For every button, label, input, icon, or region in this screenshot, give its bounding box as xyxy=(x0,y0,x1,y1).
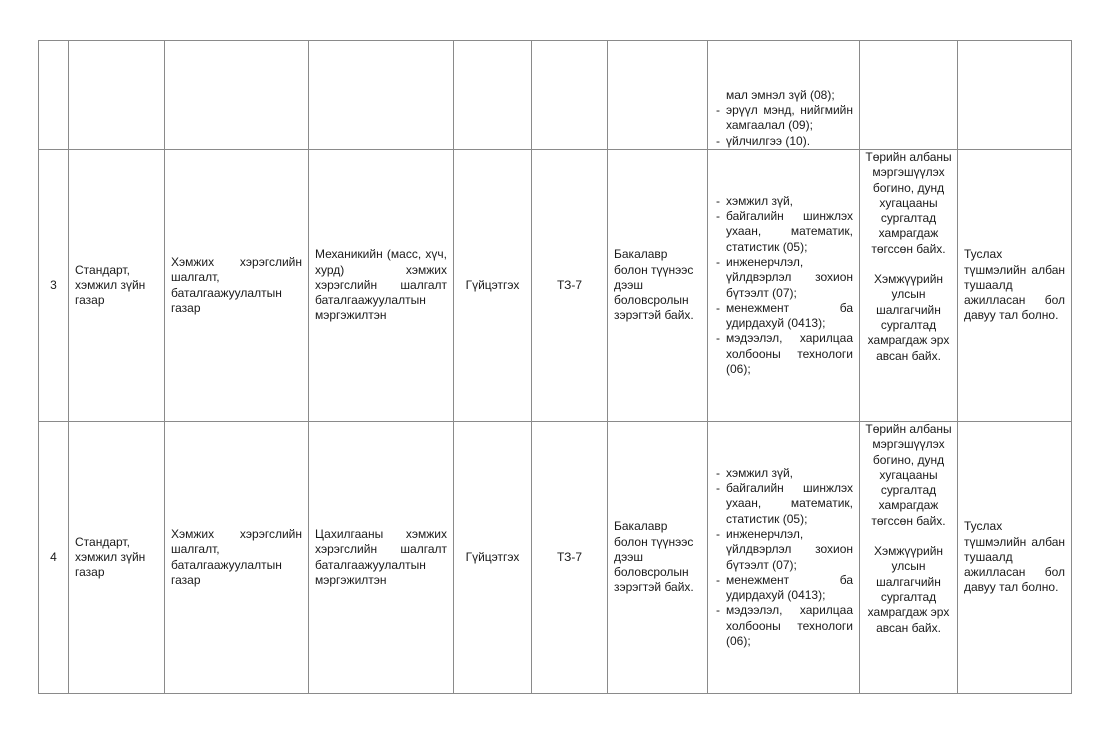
cell-num: 4 xyxy=(39,422,69,694)
training-requirement: Хэмжүүрийн улсын шалгагчийн сургалтад хамрагдаж эрх авсан байх. xyxy=(867,272,950,363)
list-item: - менежмент ба удирдахуй (0413); xyxy=(714,573,853,604)
cell-department xyxy=(69,41,165,150)
list-item: - инженерчлэл, үйлдвэрлэл зохион бүтээлт (07); xyxy=(714,527,853,573)
list-item: - үйлчилгээ (10). xyxy=(714,134,853,149)
cell-fields xyxy=(708,422,860,694)
cell-experience xyxy=(958,41,1072,150)
list-item: - байгалийн шинжлэх ухаан, математик, статистик (05); xyxy=(714,209,853,255)
list-item: - эрүүл мэнд, нийгмийн хамгаалал (09); xyxy=(714,103,853,134)
cell-fields xyxy=(708,150,860,422)
cell-division: Хэмжих хэрэгслийн шалгалт, баталгаажуулалтын газар xyxy=(165,150,309,422)
cell-grade xyxy=(532,41,608,150)
list-item: - хэмжил зүй, xyxy=(714,194,853,209)
list-item: - хэмжил зүй, xyxy=(714,466,853,481)
cell-position: Цахилгааны хэмжих хэрэгслийн шалгалт баталгаажуулалтын мэргэжилтэн xyxy=(309,422,454,694)
fields-list xyxy=(714,194,853,378)
cell-experience: Туслах түшмэлийн албан тушаалд ажилласан бол давуу тал болно. xyxy=(958,422,1072,694)
list-item: мал эмнэл зүй (08); xyxy=(726,87,835,102)
list-item: - байгалийн шинжлэх ухаан, математик, статистик (05); xyxy=(714,481,853,527)
cell-education: Бакалавр болон түүнээс дээш боловсролын зэрэгтэй байх. xyxy=(608,422,708,694)
list-item: - мэдээлэл, харилцаа холбооны технологи (06); xyxy=(714,603,853,649)
cell-num: 3 xyxy=(39,150,69,422)
cell-rank: Гүйцэтгэх xyxy=(454,150,532,422)
list-item: - мэдээлэл, харилцаа холбооны технологи (06); xyxy=(714,331,853,377)
cell-rank: Гүйцэтгэх xyxy=(454,422,532,694)
fields-list xyxy=(714,88,853,149)
cell-training xyxy=(860,422,958,694)
fields-list xyxy=(714,466,853,650)
cell-grade: ТЗ-7 xyxy=(532,150,608,422)
cell-division: Хэмжих хэрэгслийн шалгалт, баталгаажуулалтын газар xyxy=(165,422,309,694)
cell-position: Механикийн (масс, хүч, хурд) хэмжих хэрэгслийн шалгалт баталгаажуулалтын мэргэжилтэн xyxy=(309,150,454,422)
cell-division xyxy=(165,41,309,150)
cell-department: Стандарт, хэмжил зүйн газар xyxy=(69,422,165,694)
cell-education xyxy=(608,41,708,150)
table-row-continuation xyxy=(39,41,1072,150)
positions-table xyxy=(38,40,1072,694)
cell-num xyxy=(39,41,69,150)
cell-training xyxy=(860,150,958,422)
cell-fields xyxy=(708,41,860,150)
list-item: - инженерчлэл, үйлдвэрлэл зохион бүтээлт (07); xyxy=(714,255,853,301)
cell-position xyxy=(309,41,454,150)
cell-rank xyxy=(454,41,532,150)
cell-training xyxy=(860,41,958,150)
cell-experience: Туслах түшмэлийн албан тушаалд ажилласан бол давуу тал болно. xyxy=(958,150,1072,422)
table-row xyxy=(39,150,1072,422)
training-requirement: Хэмжүүрийн улсын шалгагчийн сургалтад хамрагдаж эрх авсан байх. xyxy=(867,544,950,635)
cell-department: Стандарт, хэмжил зүйн газар xyxy=(69,150,165,422)
training-requirement: Төрийн албаны мэргэшүүлэх богино, дунд хугацааны сургалтад хамрагдаж төгссөн байх. xyxy=(865,150,952,256)
cell-education: Бакалавр болон түүнээс дээш боловсролын зэрэгтэй байх. xyxy=(608,150,708,422)
table-row xyxy=(39,422,1072,694)
cell-grade: ТЗ-7 xyxy=(532,422,608,694)
list-item: - менежмент ба удирдахуй (0413); xyxy=(714,301,853,332)
training-requirement: Төрийн албаны мэргэшүүлэх богино, дунд хугацааны сургалтад хамрагдаж төгссөн байх. xyxy=(865,422,952,528)
